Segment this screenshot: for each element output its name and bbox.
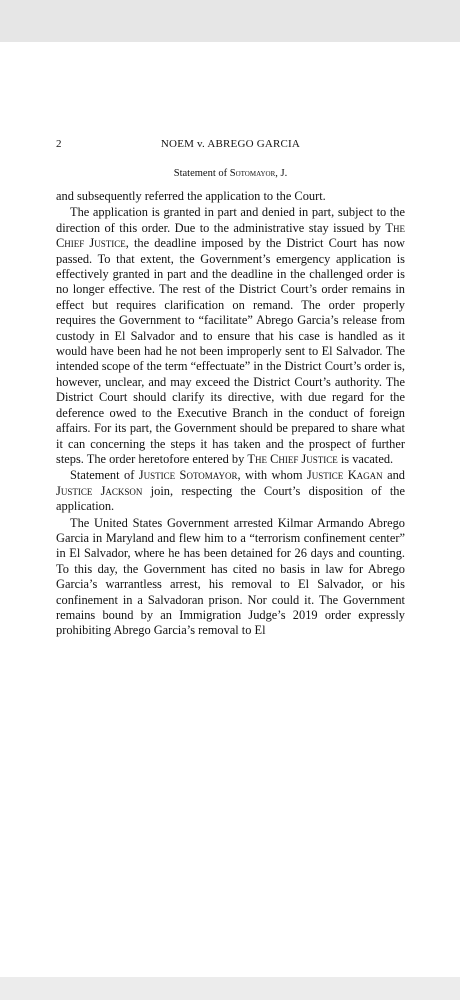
chief-justice-ref: The Chief Justice xyxy=(247,451,338,466)
paragraph-order xyxy=(56,205,405,467)
statement-line xyxy=(56,168,405,179)
paragraph-continuation xyxy=(56,189,405,204)
paragraph-statement-intro xyxy=(56,468,405,514)
paragraph-text: , the deadline imposed by the District Court has now passed. To that extent, the Government’s emergency application is effectively granted in part and the deadline in the challenged order is no longer effective. The rest of the District Court’s order remains in effect but requires clarification on remand. The order properly requires the Government to “facilitate” Abrego Garcia’s release from custody in El Salvador and to ensure that his case is handled as it would have been had he not been improperly sent to El Salvador. The intended scope of the term “effectuate” in the District Court’s order is, however, unclear, and may exceed the District Court’s authority. The District Court should clarify its directive, with due regard for the deference owed to the Executive Branch in the conduct of foreign affairs. For its part, the Government should be prepared to share what it can concerning the steps it has taken and the prospect of further steps. The order heretofore entered by xyxy=(56,236,405,466)
paragraph-text: Statement of xyxy=(70,468,139,483)
paragraph-statement-body xyxy=(56,516,405,639)
paragraph-text: The United States Government arrested Kilmar Armando Abrego Garcia in Maryland and flew him to a “terrorism confinement center” in El Salvador, where he has been detained for 26 days and counting. To this day, the Government has cited no basis in law for Abrego Garcia’s warrantless arrest, his removal to El Salvador, or his confinement in a Salvadoran prison. Nor could it. The Government remains bound by an Immigration Judge’s 2019 order expressly prohibiting Abrego Garcia’s removal to El xyxy=(56,515,405,638)
paragraph-text: join, respecting the Court’s disposition of the application. xyxy=(56,483,406,514)
paragraph-text: , with whom xyxy=(237,468,307,483)
page-number: 2 xyxy=(56,138,62,150)
justice-ref: Justice Kagan xyxy=(306,468,383,483)
statement-suffix: , J. xyxy=(275,168,288,179)
justice-ref: Justice Jackson xyxy=(56,483,143,498)
paragraph-text: and xyxy=(382,468,405,483)
paragraph-text: and subsequently referred the application to the Court. xyxy=(56,189,326,203)
statement-prefix: Statement of xyxy=(173,168,230,179)
paragraph-text: The application is granted in part and denied in part, subject to the direction of this order. Due to the administrative stay issued by xyxy=(56,205,405,235)
justice-ref: Justice Sotomayor xyxy=(138,468,238,483)
viewer-bottom-bar xyxy=(0,977,460,1000)
statement-justice: Sotomayor xyxy=(229,168,276,179)
chief-justice-ref: The Chief Justice xyxy=(56,220,405,251)
viewer-top-bar xyxy=(0,0,460,42)
paragraph-text: is vacated. xyxy=(337,451,394,466)
case-name: NOEM v. ABREGO GARCIA xyxy=(160,138,301,150)
document-body xyxy=(56,189,405,639)
running-header xyxy=(56,138,405,154)
